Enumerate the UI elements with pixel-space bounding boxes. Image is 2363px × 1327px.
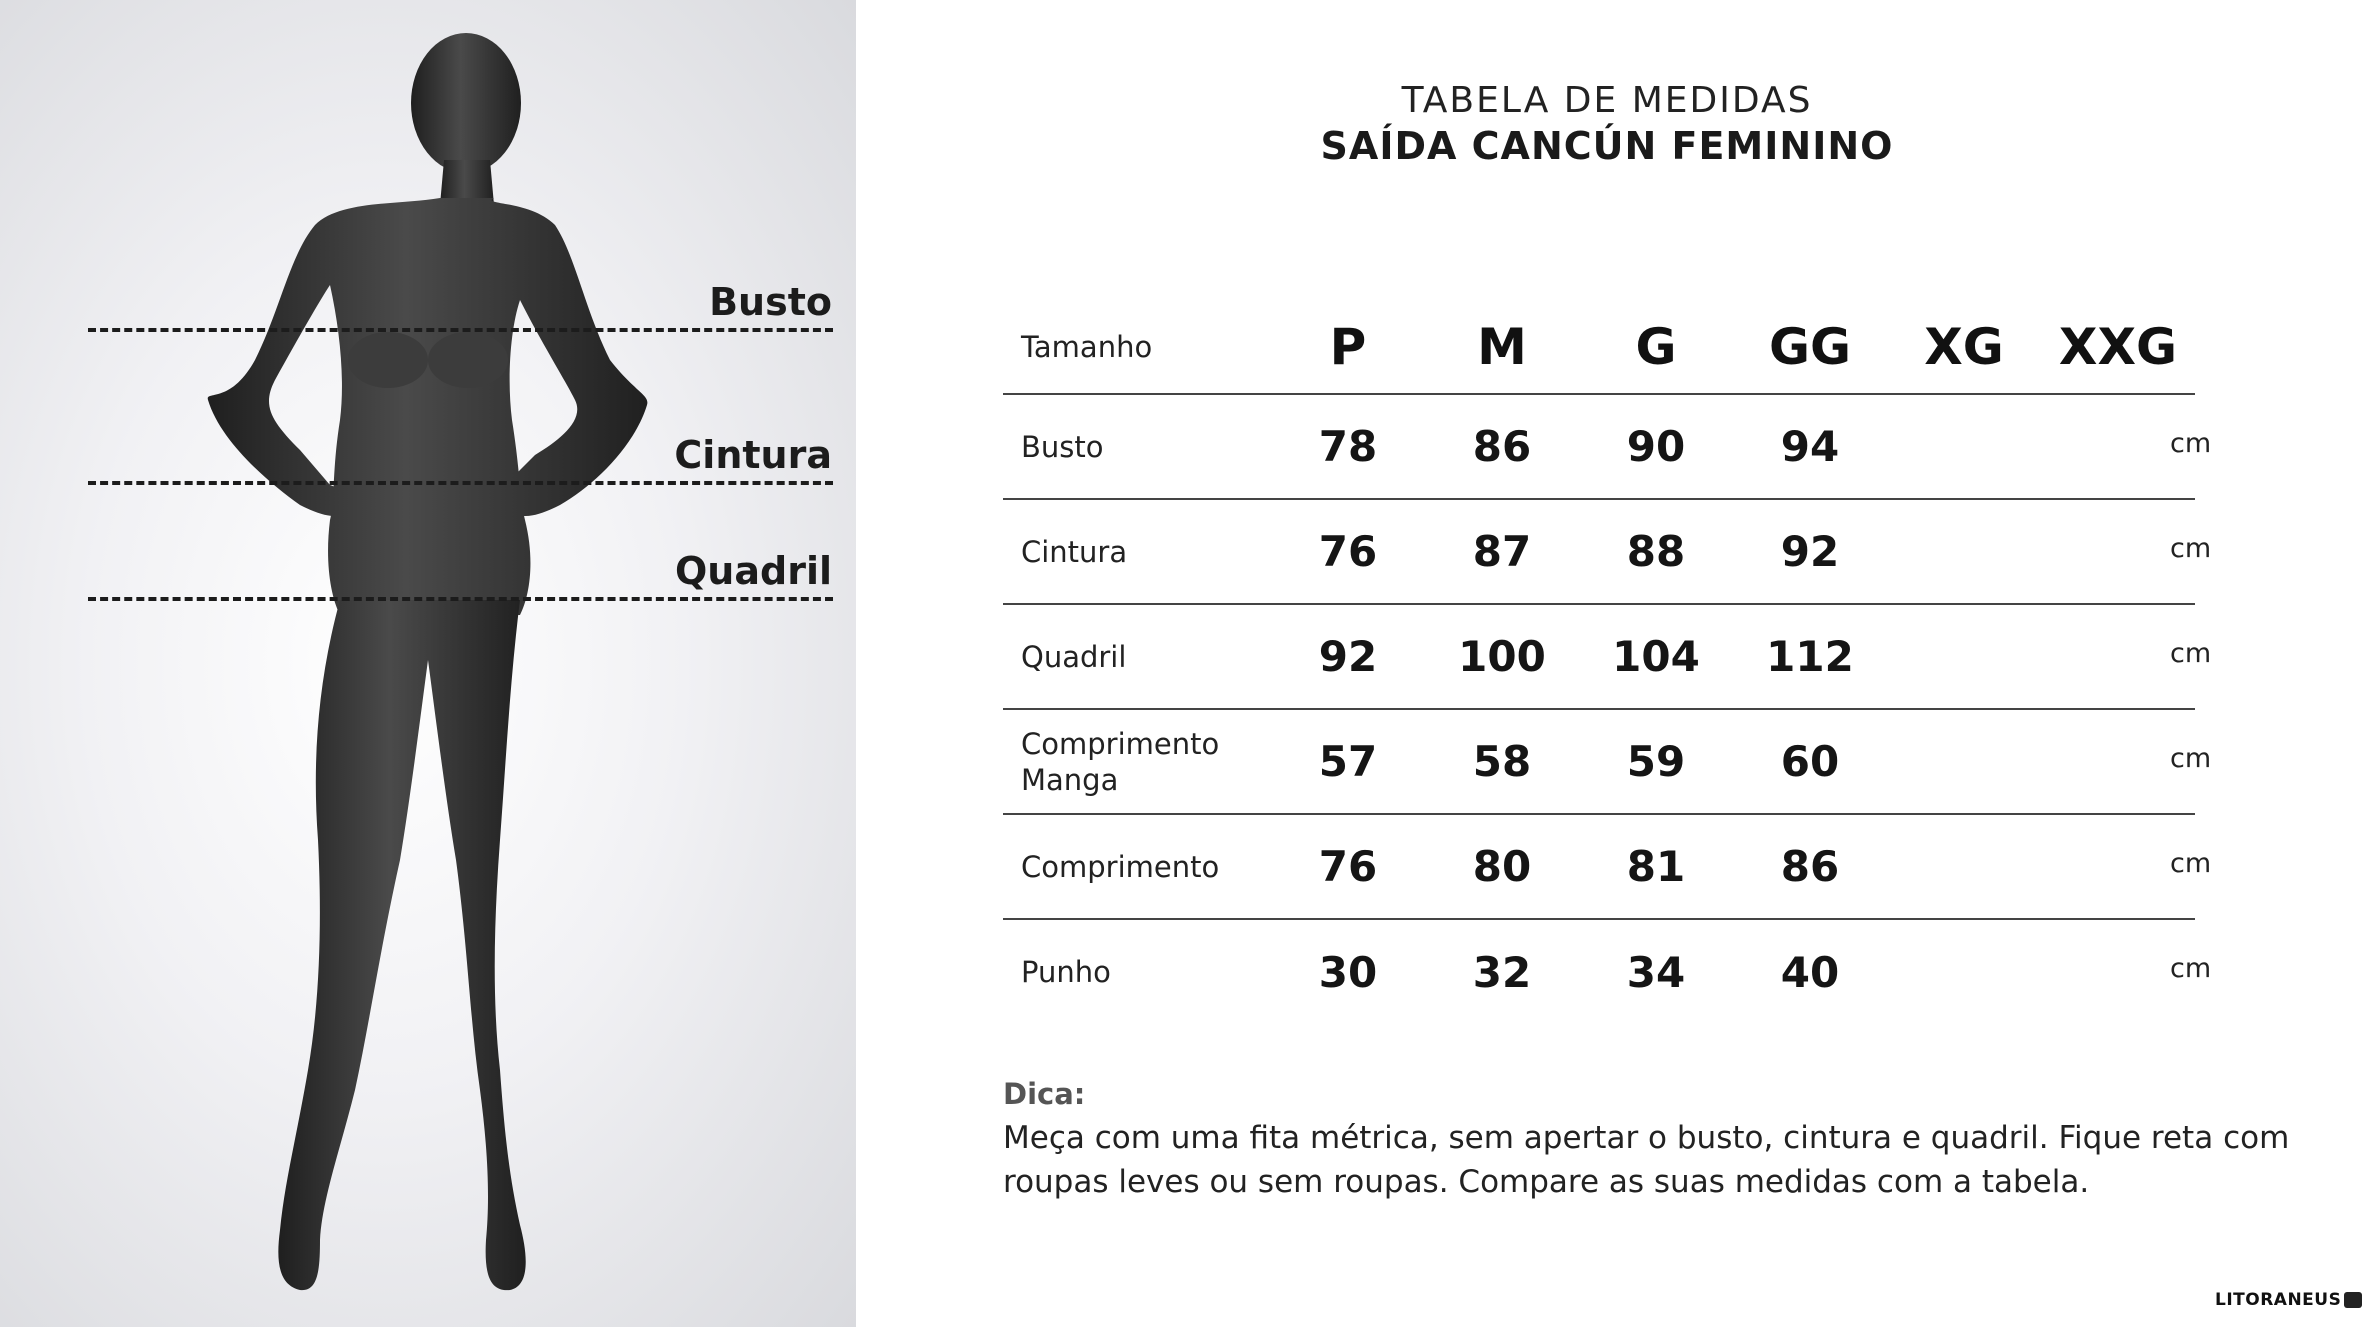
size-header-row <box>1003 300 2195 394</box>
cell-value <box>1887 394 2041 499</box>
page-title: TABELA DE MEDIDAS <box>1401 80 1813 121</box>
cell-value: 94 <box>1780 422 1840 471</box>
unit-label: cm <box>2170 953 2212 984</box>
size-col-gg: GG <box>1768 317 1852 376</box>
size-col-m: M <box>1477 317 1527 376</box>
busto-figure-label: Busto <box>709 280 832 324</box>
cell-value: 100 <box>1458 632 1546 681</box>
cell-value: 92 <box>1780 527 1840 576</box>
row-label-comprimento: Comprimento <box>1021 849 1220 884</box>
size-header-label: Tamanho <box>1021 329 1153 364</box>
brand-logo <box>2215 1290 2362 1310</box>
brand-badge-icon <box>2344 1292 2362 1308</box>
unit-label: cm <box>2170 638 2212 669</box>
cell-value: 30 <box>1318 947 1378 997</box>
table-row <box>1003 919 2195 1024</box>
cell-value: 81 <box>1626 842 1686 891</box>
size-col-xxg: XXG <box>2058 317 2178 376</box>
cell-value: 86 <box>1780 842 1840 891</box>
cell-value: 104 <box>1612 632 1700 681</box>
tip-text: Meça com uma fita métrica, sem apertar o busto, cintura e quadril. Fique reta com roupas leves ou sem roupas. Compare as suas medidas com a tabela. <box>1003 1120 2290 1200</box>
cell-value <box>1887 709 2041 814</box>
cell-value: 59 <box>1626 737 1686 786</box>
cell-value <box>1887 604 2041 709</box>
quadril-figure-label: Quadril <box>675 549 832 593</box>
unit-label: cm <box>2170 743 2212 774</box>
cell-value: 88 <box>1626 527 1686 576</box>
row-label-punho: Punho <box>1021 955 1111 989</box>
cintura-measure-line <box>88 481 833 485</box>
mannequin-panel <box>0 0 856 1327</box>
cintura-figure-label: Cintura <box>674 433 832 477</box>
table-row <box>1003 709 2195 814</box>
size-col-p: P <box>1329 317 1367 376</box>
size-col-g: G <box>1635 317 1677 376</box>
cell-value: 32 <box>1472 947 1532 997</box>
quadril-measure-line <box>88 597 833 601</box>
row-label-comprimento-manga: Comprimento Manga <box>1021 726 1220 797</box>
cell-value: 90 <box>1626 422 1686 471</box>
unit-label: cm <box>2170 533 2212 564</box>
cell-value <box>1887 499 2041 604</box>
cell-value: 57 <box>1318 737 1378 786</box>
page-subtitle: SAÍDA CANCÚN FEMININO <box>1320 124 1894 168</box>
cell-value: 76 <box>1318 842 1378 891</box>
table-row <box>1003 814 2195 919</box>
cell-value: 58 <box>1472 737 1532 786</box>
row-label-cintura: Cintura <box>1021 534 1128 569</box>
table-row <box>1003 499 2195 604</box>
tip-title: Dica: <box>1003 1077 1086 1111</box>
row-label-quadril: Quadril <box>1021 639 1127 674</box>
cell-value: 80 <box>1472 842 1532 891</box>
row-label-busto: Busto <box>1021 429 1104 464</box>
cell-value <box>1887 814 2041 919</box>
cell-value: 76 <box>1318 527 1378 576</box>
cell-value <box>1887 919 2041 1024</box>
brand-logo-text: LITORANEUS <box>2215 1290 2342 1310</box>
cell-value: 86 <box>1472 422 1532 471</box>
busto-measure-line <box>88 328 833 332</box>
cell-value: 92 <box>1318 632 1378 681</box>
cell-value: 34 <box>1626 947 1686 997</box>
size-table <box>1003 300 2195 1024</box>
cell-value: 112 <box>1766 632 1854 681</box>
size-col-xg: XG <box>1924 317 2004 376</box>
cell-value: 40 <box>1780 947 1840 997</box>
cell-value: 78 <box>1318 422 1378 471</box>
mannequin-figure <box>0 0 856 1327</box>
table-row <box>1003 604 2195 709</box>
cell-value: 87 <box>1472 527 1532 576</box>
unit-label: cm <box>2170 428 2212 459</box>
cell-value: 60 <box>1780 737 1840 786</box>
unit-label: cm <box>2170 848 2212 879</box>
table-row <box>1003 394 2195 499</box>
